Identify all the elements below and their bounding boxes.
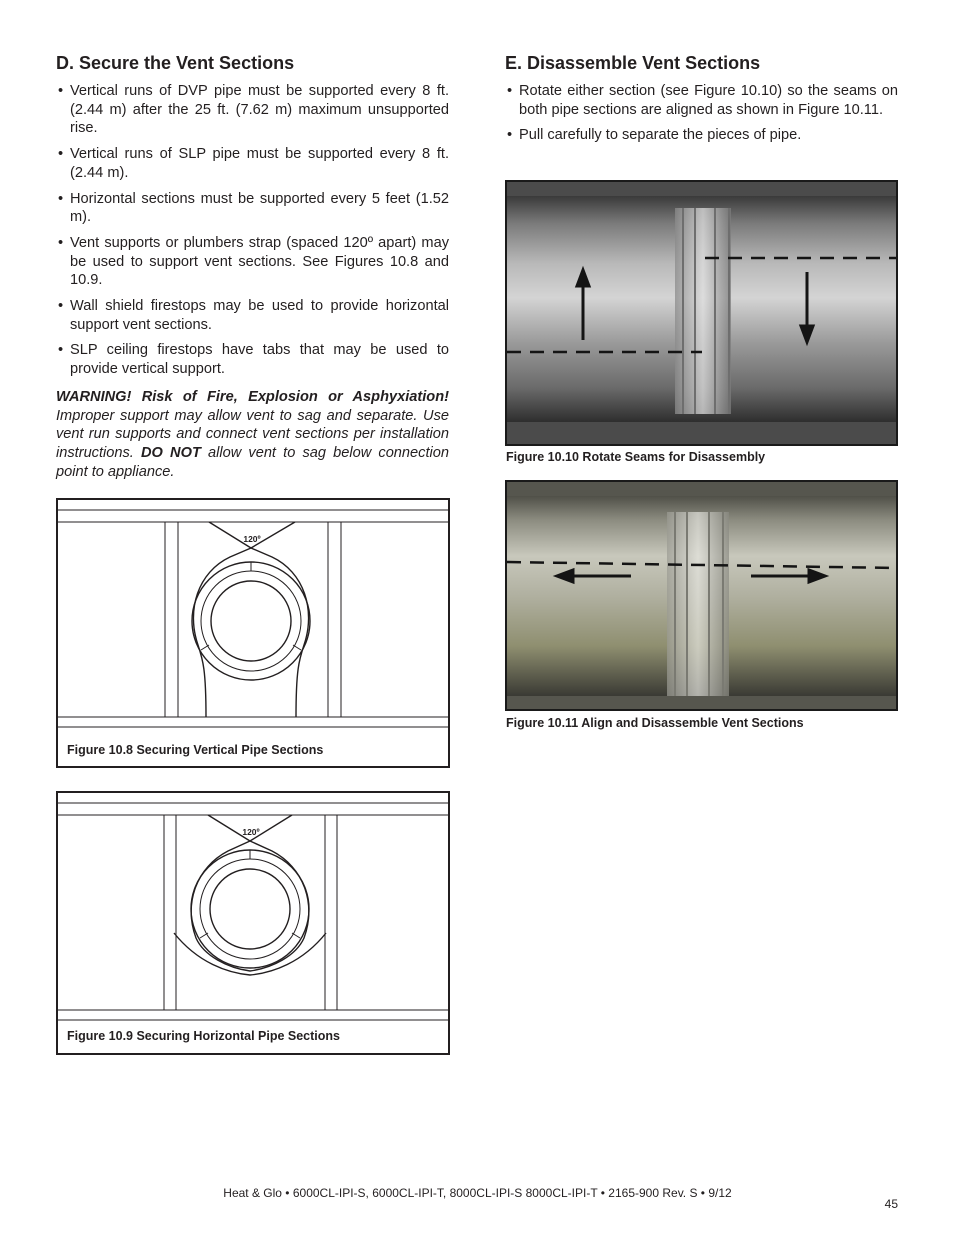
pipe-photo-align xyxy=(507,482,896,709)
page-footer: Heat & Glo • 6000CL-IPI-S, 6000CL-IPI-T, 8000CL-IPI-S 8000CL-IPI-T • 2165-900 Rev. S • 9/12 xyxy=(223,1186,732,1200)
list-item: • Vertical runs of SLP pipe must be supported every 8 ft. (2.44 m). xyxy=(56,145,449,182)
section-d-title: D. Secure the Vent Sections xyxy=(56,53,295,73)
list-item: • Pull carefully to separate the pieces of pipe. xyxy=(505,126,898,145)
figure-10-10-photo xyxy=(505,180,898,446)
horizontal-pipe-diagram xyxy=(58,793,448,1053)
figure-caption: Figure 10.9 Securing Horizontal Pipe Sections xyxy=(67,1029,340,1043)
pipe-photo-rotate xyxy=(507,182,896,444)
angle-label: 120º xyxy=(242,827,260,837)
list-item: • Horizontal sections must be supported every 5 feet (1.52 m). xyxy=(56,190,449,227)
page-number: 45 xyxy=(884,1197,898,1211)
section-e-list xyxy=(505,82,898,145)
vertical-pipe-diagram xyxy=(58,500,448,766)
warning-text: Improper support may allow vent to sag and separate. Use vent run supports and connect vent sections per installation instructions. xyxy=(56,407,449,461)
warning-heading: WARNING! Risk of Fire, Explosion or Asphyxiation! xyxy=(56,388,449,405)
figure-caption: Figure 10.8 Securing Vertical Pipe Sections xyxy=(67,743,324,757)
section-d xyxy=(56,52,449,481)
list-item: • Vent supports or plumbers strap (spaced 120º apart) may be used to support vent sections. See Figures 10.8 and 10.9. xyxy=(56,234,449,290)
figure-caption: Figure 10.11 Align and Disassemble Vent Sections xyxy=(506,716,804,730)
list-item: • SLP ceiling firestops have tabs that may be used to provide vertical support. xyxy=(56,341,449,378)
angle-label: 120º xyxy=(243,534,261,544)
section-e xyxy=(505,52,898,152)
warning-text-end: allow vent to sag below connection point to appliance. xyxy=(56,444,449,480)
figure-10-9 xyxy=(56,791,450,1055)
figure-10-11-photo xyxy=(505,480,898,711)
warning-do-not: DO NOT xyxy=(141,444,201,461)
list-item: • Rotate either section (see Figure 10.10) so the seams on both pipe sections are aligned as shown in Figure 10.11. xyxy=(505,82,898,119)
section-e-title: E. Disassemble Vent Sections xyxy=(505,53,761,73)
list-item: • Wall shield firestops may be used to provide horizontal support vent sections. xyxy=(56,297,449,334)
list-item: • Vertical runs of DVP pipe must be supported every 8 ft. (2.44 m) after the 25 ft. (7.62 m) maximum unsupported rise. xyxy=(56,82,449,138)
section-d-list xyxy=(56,82,449,379)
warning-paragraph xyxy=(56,388,449,482)
figure-caption: Figure 10.10 Rotate Seams for Disassembly xyxy=(506,450,766,464)
figure-10-8 xyxy=(56,498,450,768)
